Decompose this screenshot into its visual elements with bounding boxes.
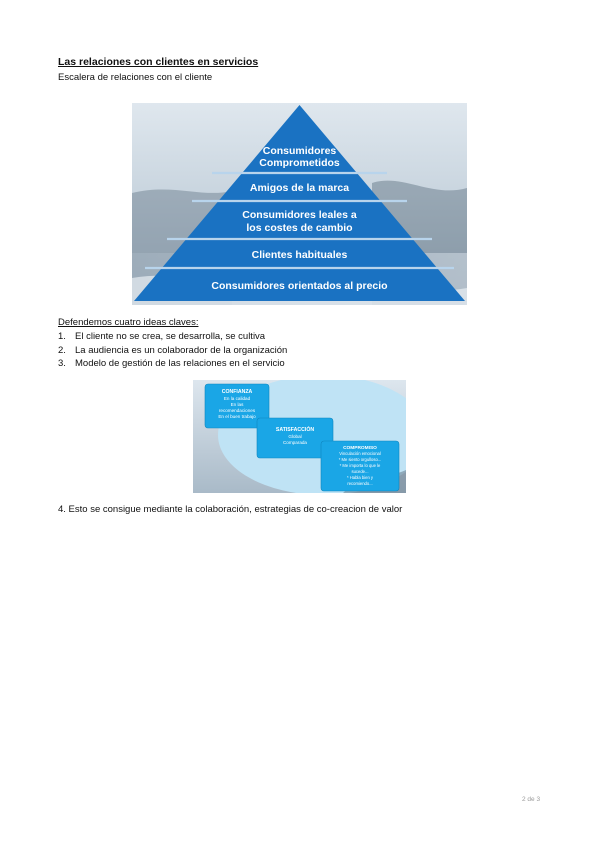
relationship-model-image: [193, 380, 406, 493]
level-1-line1: Consumidores: [262, 145, 337, 157]
ideas-heading: Defendemos cuatro ideas claves:: [58, 317, 199, 328]
list-item-number: 3.: [58, 358, 66, 369]
level-5-label: Consumidores orientados al precio: [211, 280, 388, 292]
relationship-ladder-image: [132, 103, 467, 305]
confianza-line: recomendaciones: [218, 408, 256, 413]
confianza-line: En las: [230, 402, 244, 407]
list-item-number: 1.: [58, 331, 66, 342]
compromiso-line: * Me siento orgulloso...: [338, 457, 382, 462]
level-2-label: Amigos de la marca: [249, 182, 350, 194]
list-item-number: 2.: [58, 344, 66, 356]
compromiso-line: sucede...: [351, 469, 369, 474]
compromiso-line: recomiendo...: [347, 481, 373, 486]
ideas-list: [58, 330, 287, 371]
confianza-line: En la calidad: [223, 396, 251, 401]
list-item-text: La audiencia es un colaborador de la organización: [75, 344, 288, 356]
list-item: [58, 344, 287, 358]
point-four-text: 4. Esto se consigue mediante la colaboración, estrategias de co-creacion de valor: [58, 504, 403, 515]
confianza-line: En el buen trabajo: [218, 414, 256, 419]
compromiso-line: * Me importa lo que le: [339, 463, 381, 468]
level-4-label: Clientes habituales: [251, 249, 348, 261]
relationship-model-figure: [193, 380, 406, 493]
level-3-line2: los costes de cambio: [246, 222, 353, 234]
satisfaccion-line: Global: [288, 434, 302, 439]
compromiso-title: COMPROMISO: [343, 446, 377, 451]
page-number: 2 de 3: [522, 796, 541, 803]
confianza-title: CONFIANZA: [221, 389, 253, 395]
list-item: [58, 357, 287, 371]
satisfaccion-title: SATISFACCIÓN: [275, 427, 315, 433]
section-subtitle: Escalera de relaciones con el cliente: [58, 72, 213, 83]
list-item-text: Modelo de gestión de las relaciones en el servicio: [75, 358, 285, 369]
list-item: [58, 330, 287, 344]
compromiso-line: * Habla bien y: [346, 475, 374, 480]
relationship-ladder-figure: [132, 103, 467, 305]
compromiso-line: Vinculación emocional: [339, 451, 381, 456]
list-item-text: El cliente no se crea, se desarrolla, se cultiva: [75, 331, 266, 342]
level-1-line2: Comprometidos: [259, 157, 340, 169]
level-3-line1: Consumidores leales a: [242, 209, 357, 221]
section-title: Las relaciones con clientes en servicios: [58, 56, 259, 68]
satisfaccion-line: Comparada: [282, 440, 308, 445]
